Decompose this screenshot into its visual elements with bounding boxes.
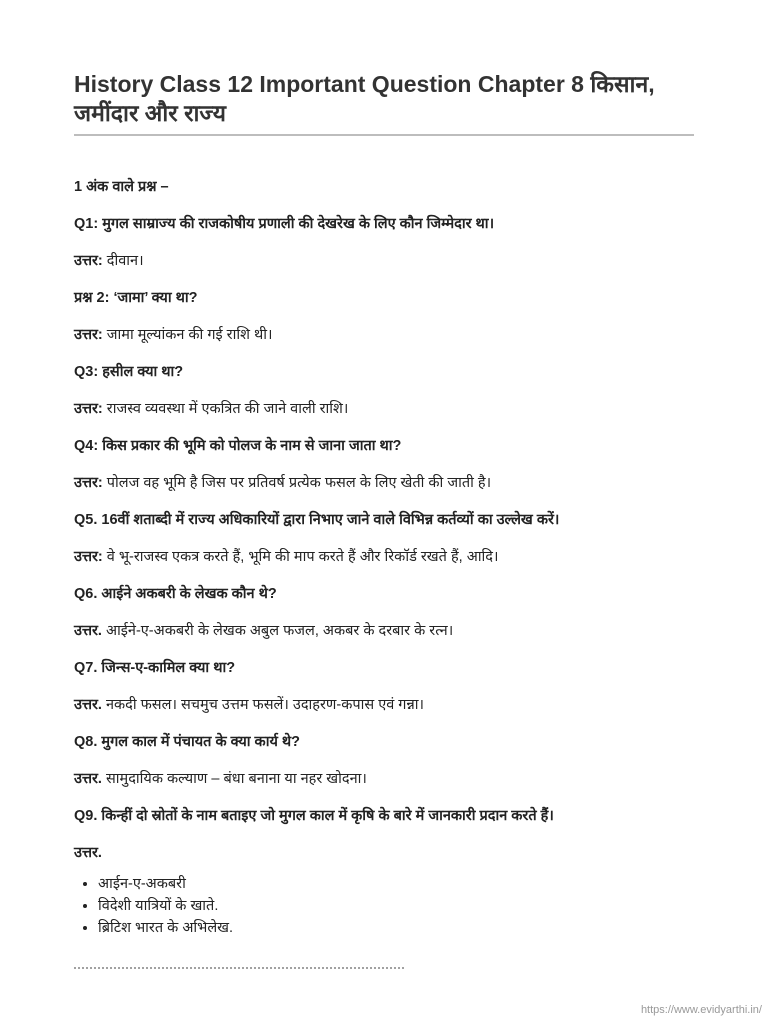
question-6: Q6. आईने अकबरी के लेखक कौन थे? <box>74 586 277 602</box>
cut-off-text-line <box>74 967 404 975</box>
answer-label: उत्तर. <box>74 623 102 639</box>
answer-6 <box>74 620 694 642</box>
question-8: Q8. मुगल काल में पंचायत के क्या कार्य थे? <box>74 734 301 750</box>
answer-7 <box>74 694 694 716</box>
answer-label: उत्तर: <box>74 327 103 343</box>
list-item: • ब्रिटिश भारत के अभिलेख. <box>98 917 694 939</box>
question-5: Q5. 16वीं शताब्दी में राज्य अधिकारियों द्वारा निभाए जाने वाले विभिन्न कर्तव्यों का उल्लेख करें। <box>74 512 560 528</box>
answer-8 <box>74 768 694 790</box>
answer-9 <box>74 842 694 864</box>
list-item: • आईन-ए-अकबरी <box>98 873 694 895</box>
question-3: Q3: हसील क्या था? <box>74 364 184 380</box>
answer-text: सामुदायिक कल्याण – बंधा बनाना या नहर खोदना। <box>101 771 367 787</box>
answer-text: आईने-ए-अकबरी के लेखक अबुल फजल, अकबर के दरबार के रत्न। <box>101 623 454 639</box>
question-2: प्रश्न 2: ‘जामा’ क्या था? <box>74 290 198 306</box>
answer-3 <box>74 398 694 420</box>
footer-url[interactable]: https://www.evidyarthi.in/ <box>640 1004 762 1016</box>
answer-text: जामा मूल्यांकन की गई राशि थी। <box>102 327 273 343</box>
answer-label: उत्तर. <box>74 771 102 787</box>
answer-9-list <box>74 873 694 939</box>
section-heading: 1 अंक वाले प्रश्न – <box>74 179 169 195</box>
question-1: Q1: मुगल साम्राज्य की राजकोषीय प्रणाली की देखरेख के लिए कौन जिम्मेदार था। <box>74 216 495 232</box>
answer-text: पोलज वह भूमि है जिस पर प्रतिवर्ष प्रत्येक फसल के लिए खेती की जाती है। <box>102 475 492 491</box>
answer-label: उत्तर. <box>74 697 102 713</box>
answer-text: नकदी फसल। सचमुच उत्तम फसलें। उदाहरण-कपास एवं गन्ना। <box>101 697 424 713</box>
title-divider <box>74 134 694 136</box>
answer-2 <box>74 324 694 346</box>
answer-label: उत्तर: <box>74 253 103 269</box>
page-title: History Class 12 Important Question Chapter 8 किसान, जमींदार और राज्य <box>74 71 655 126</box>
answer-label: उत्तर: <box>74 549 103 565</box>
question-9: Q9. किन्हीं दो स्रोतों के नाम बताइए जो मुगल काल में कृषि के बारे में जानकारी प्रदान करते हैं। <box>74 808 554 824</box>
answer-text: दीवान। <box>102 253 144 269</box>
answer-text: राजस्व व्यवस्था में एकत्रित की जाने वाली राशि। <box>102 401 349 417</box>
answer-label: उत्तर: <box>74 401 103 417</box>
content-body <box>74 176 694 939</box>
question-4: Q4: किस प्रकार की भूमि को पोलज के नाम से जाना जाता था? <box>74 438 402 454</box>
answer-4 <box>74 472 694 494</box>
answer-text: वे भू-राजस्व एकत्र करते हैं, भूमि की माप करते हैं और रिकॉर्ड रखते हैं, आदि। <box>102 549 499 565</box>
list-item: • विदेशी यात्रियों के खाते. <box>98 895 694 917</box>
answer-label: उत्तर. <box>74 845 102 861</box>
answer-label: उत्तर: <box>74 475 103 491</box>
answer-1 <box>74 250 694 272</box>
answer-5 <box>74 546 694 568</box>
question-7: Q7. जिन्स-ए-कामिल क्या था? <box>74 660 236 676</box>
